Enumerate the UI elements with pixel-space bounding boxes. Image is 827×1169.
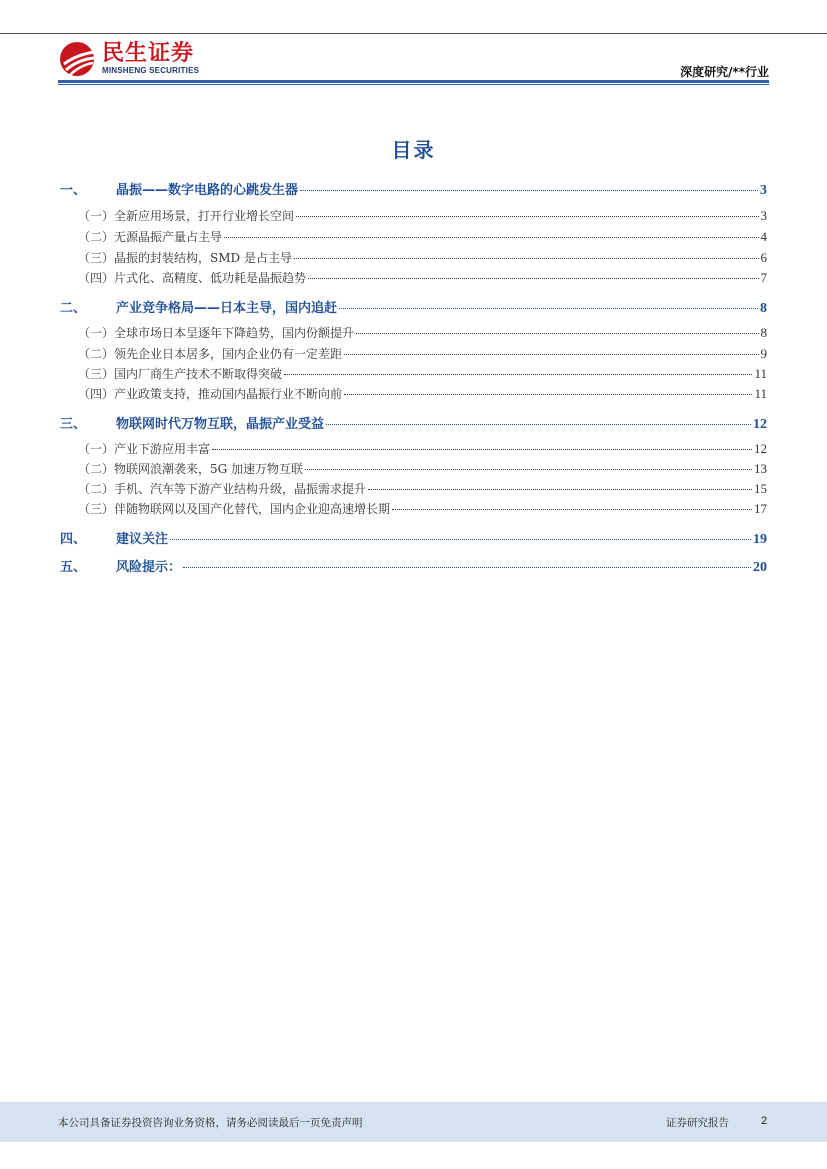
toc-page-number: 3 — [760, 183, 767, 198]
toc-dot-leader — [305, 469, 752, 470]
toc-section-entry[interactable] — [60, 460, 767, 477]
toc-chapter-entry[interactable] — [60, 413, 767, 433]
toc-page-number: 8 — [760, 325, 767, 340]
toc-page-number: 4 — [760, 229, 767, 244]
toc-entry-title: （一）全球市场日本呈逐年下降趋势，国内份额提升 — [78, 326, 355, 340]
top-rule — [0, 33, 827, 34]
toc-entry-title: （四）片式化、高精度、低功耗是晶振趋势 — [78, 271, 307, 285]
toc-chapter-entry[interactable] — [60, 556, 767, 576]
logo-chinese-name: 民生证券 — [102, 41, 195, 66]
toc-section-entry[interactable] — [60, 440, 767, 457]
toc-dot-leader — [344, 354, 758, 355]
toc-section-entry[interactable] — [60, 500, 767, 517]
toc-dot-leader — [170, 539, 751, 540]
toc-page-number: 19 — [753, 532, 767, 547]
toc-entry-title: 建议关注 — [116, 532, 169, 547]
toc-section-entry[interactable] — [60, 249, 767, 266]
toc-entry-title: 物联网时代万物互联，晶振产业受益 — [116, 417, 325, 432]
toc-title: 目录 — [391, 138, 436, 162]
toc-section-entry[interactable] — [60, 207, 767, 224]
report-category: 深度研究/**行业 — [680, 65, 769, 79]
toc-page-number: 12 — [754, 441, 767, 456]
minsheng-logo-icon — [58, 40, 98, 78]
toc-section-entry[interactable] — [60, 385, 767, 402]
toc-page-number: 15 — [754, 481, 767, 496]
toc-section-entry[interactable] — [60, 269, 767, 286]
toc-entry-title: 晶振——数字电路的心跳发生器 — [116, 183, 299, 198]
toc-chapter-entry[interactable] — [60, 297, 767, 317]
header-rule-thin — [58, 84, 769, 85]
toc-entry-title: （二）领先企业日本居多，国内企业仍有一定差距 — [78, 347, 343, 361]
toc-entry-title: 产业竞争格局——日本主导，国内追赶 — [116, 301, 338, 316]
toc-dot-leader — [344, 394, 752, 395]
toc-dot-leader — [356, 333, 758, 334]
toc-page-number: 8 — [760, 301, 767, 316]
toc-entry-title: （二）无源晶振产量占主导 — [78, 230, 223, 244]
toc-section-entry[interactable] — [60, 480, 767, 497]
toc-page-number: 6 — [760, 250, 767, 265]
toc-dot-leader — [183, 567, 751, 568]
toc-page-number: 12 — [753, 417, 767, 432]
footer-bar — [0, 1102, 827, 1142]
toc-page-number: 13 — [754, 461, 767, 476]
toc-entry-title: （四）产业政策支持，推动国内晶振行业不断向前 — [78, 387, 343, 401]
toc-chapter-number: 五、 — [60, 560, 87, 575]
toc-section-entry[interactable] — [60, 365, 767, 382]
toc-chapter-number: 四、 — [60, 532, 87, 547]
toc-section-entry[interactable] — [60, 345, 767, 362]
toc-entry-title: （一）产业下游应用丰富 — [78, 442, 211, 456]
toc-dot-leader — [284, 374, 752, 375]
toc-chapter-number: 二、 — [60, 301, 87, 316]
header-rule — [58, 80, 769, 83]
toc-dot-leader — [308, 278, 758, 279]
footer-disclaimer: 本公司具备证券投资咨询业务资格，请务必阅读最后一页免责声明 — [58, 1117, 363, 1129]
toc-section-entry[interactable] — [60, 228, 767, 245]
toc-dot-leader — [294, 258, 759, 259]
toc-dot-leader — [339, 308, 758, 309]
toc-chapter-entry[interactable] — [60, 179, 767, 199]
toc-section-entry[interactable] — [60, 324, 767, 341]
toc-page-number: 7 — [760, 270, 767, 285]
toc-entry-title: （三）伴随物联网以及国产化替代，国内企业迎高速增长期 — [78, 502, 391, 516]
footer-page-number: 2 — [761, 1115, 768, 1127]
toc-page-number: 3 — [760, 208, 767, 223]
toc-page-number: 20 — [753, 560, 767, 575]
toc-page-number: 9 — [760, 346, 767, 361]
toc-page-number: 11 — [754, 366, 767, 381]
toc-dot-leader — [368, 489, 752, 490]
footer-report-type: 证券研究报告 — [666, 1117, 729, 1129]
logo-english-name: MINSHENG SECURITIES — [102, 66, 200, 75]
toc-dot-leader — [296, 216, 758, 217]
toc-entry-title: 风险提示： — [116, 560, 182, 575]
toc-dot-leader — [326, 424, 751, 425]
toc-entry-title: （二）手机、汽车等下游产业结构升级，晶振需求提升 — [78, 482, 367, 496]
toc-page-number: 11 — [754, 386, 767, 401]
toc-entry-title: （三）晶振的封装结构，SMD 是占主导 — [78, 251, 292, 265]
toc-entry-title: （一）全新应用场景，打开行业增长空间 — [78, 209, 295, 223]
toc-chapter-number: 三、 — [60, 417, 87, 432]
toc-dot-leader — [212, 449, 752, 450]
toc-dot-leader — [392, 509, 752, 510]
toc-chapter-entry[interactable] — [60, 528, 767, 548]
toc-entry-title: （二）物联网浪潮袭来，5G 加速万物互联 — [78, 462, 304, 476]
company-logo — [58, 40, 199, 78]
toc-entry-title: （三）国内厂商生产技术不断取得突破 — [78, 367, 283, 381]
toc-dot-leader — [300, 190, 758, 191]
toc-chapter-number: 一、 — [60, 183, 87, 198]
toc-dot-leader — [224, 237, 758, 238]
toc-page-number: 17 — [754, 501, 767, 516]
